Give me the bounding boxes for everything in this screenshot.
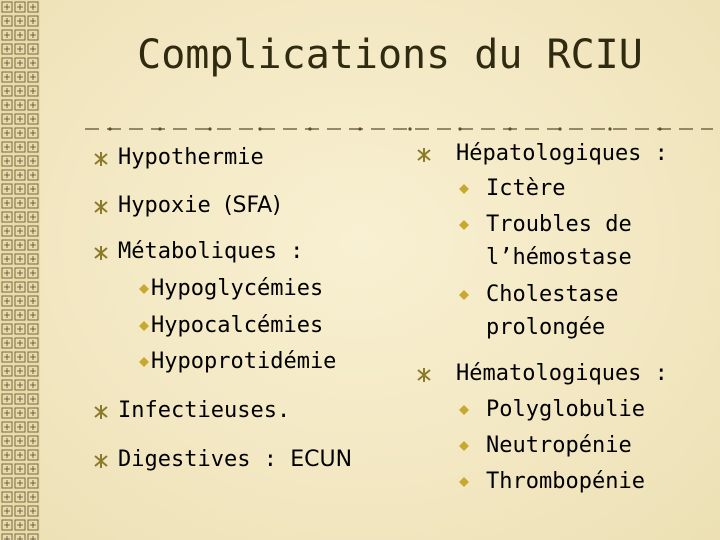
item-infectieuses: Infectieuses.	[118, 398, 291, 423]
sub-ictere: Ictère	[486, 176, 566, 201]
asterisk-bullet-icon	[92, 403, 110, 421]
diamond-dot-icon	[458, 404, 470, 416]
asterisk-bullet-icon	[92, 150, 110, 168]
hypoxie-paren: (SFA)	[223, 193, 281, 218]
item-digestives	[118, 447, 352, 473]
digestives-ecun: ECUN	[290, 447, 353, 472]
item-hypothermie: Hypothermie	[118, 145, 264, 170]
sub-hypocalcemies: Hypocalcémies	[151, 313, 324, 338]
item-hepatologiques: Hépatologiques :	[456, 141, 668, 166]
hypoxie-label: Hypoxie	[118, 193, 211, 218]
sub-cholestase-2: prolongée	[486, 315, 606, 340]
digestives-label: Digestives :	[118, 447, 277, 472]
sub-thrombopenie: Thrombopénie	[486, 469, 645, 494]
asterisk-bullet-icon	[415, 366, 433, 384]
diamond-dot-icon	[138, 283, 150, 295]
decorative-border	[0, 0, 40, 540]
diamond-dot-icon	[458, 183, 470, 195]
sub-troubles-1: Troubles de	[486, 212, 632, 237]
sub-hypoprotidemie: Hypoprotidémie	[151, 349, 337, 374]
diamond-dot-icon	[458, 289, 470, 301]
diamond-dot-icon	[458, 219, 470, 231]
diamond-dot-icon	[138, 320, 150, 332]
sub-hypoglycemies: Hypoglycémies	[151, 276, 324, 301]
asterisk-bullet-icon	[415, 146, 433, 164]
diamond-dot-icon	[458, 440, 470, 452]
divider-rule	[85, 122, 713, 136]
sub-polyglobulie: Polyglobulie	[486, 397, 645, 422]
sub-cholestase-1: Cholestase	[486, 282, 619, 307]
slide-title: Complications du RCIU	[137, 32, 643, 78]
item-hematologiques: Hématologiques :	[456, 361, 668, 386]
sub-neutropenie: Neutropénie	[486, 433, 632, 458]
diamond-dot-icon	[458, 476, 470, 488]
asterisk-bullet-icon	[92, 244, 110, 262]
asterisk-bullet-icon	[92, 198, 110, 216]
sub-troubles-2: l’hémostase	[486, 245, 632, 270]
asterisk-bullet-icon	[92, 452, 110, 470]
item-hypoxie	[118, 193, 281, 219]
diamond-dot-icon	[138, 356, 150, 368]
item-metaboliques: Métaboliques :	[118, 239, 304, 264]
